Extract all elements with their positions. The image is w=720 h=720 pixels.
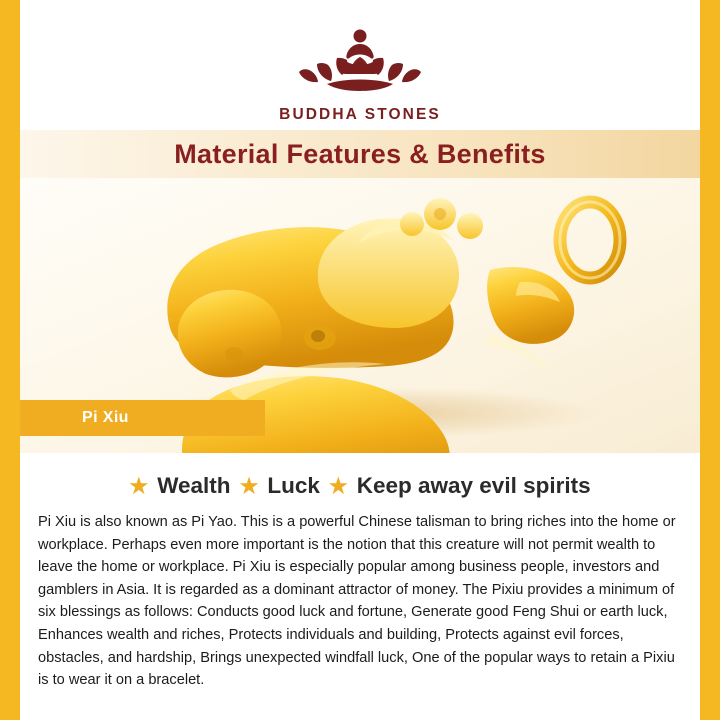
product-caption [20,400,265,436]
benefit-evil-spirits: Keep away evil spirits [356,473,591,498]
benefit-luck: Luck [267,473,320,498]
lotus-meditation-icon [275,22,445,100]
star-icon: ★ [129,474,149,498]
benefits-row [38,473,682,499]
poster-inner-panel [20,0,700,720]
star-icon: ★ [239,474,259,498]
benefit-wealth: Wealth [157,473,231,498]
description-text: Pi Xiu is also known as Pi Yao. This is a powerful Chinese talisman to bring riches into the home or workplace. Perhaps even more important is the notion that this creature will not permit wealth to leave the home or workplace. Pi Xiu is especially popular among business people, investors and gamblers in Asia. It is regarded as a dominant attractor of money. The Pixiu provides a minimum of six blessings as follows: Conducts good luck and fortune, Generate good Feng Shui or earth luck, Enhances wealth and riches, Protects individuals and building, Protects against evil forces, obstacles, and hardship, Brings unexpected windfall luck, One of the popular ways to retain a Pixiu is to wear it on a bracelet. [38,514,676,689]
product-caption-label: Pi Xiu [82,409,129,426]
brand-name: BUDDHA STONES [279,106,441,123]
page-title: Material Features & Benefits [174,138,546,169]
section-title-band [20,130,700,178]
content-section [20,453,700,720]
star-icon: ★ [328,474,348,498]
